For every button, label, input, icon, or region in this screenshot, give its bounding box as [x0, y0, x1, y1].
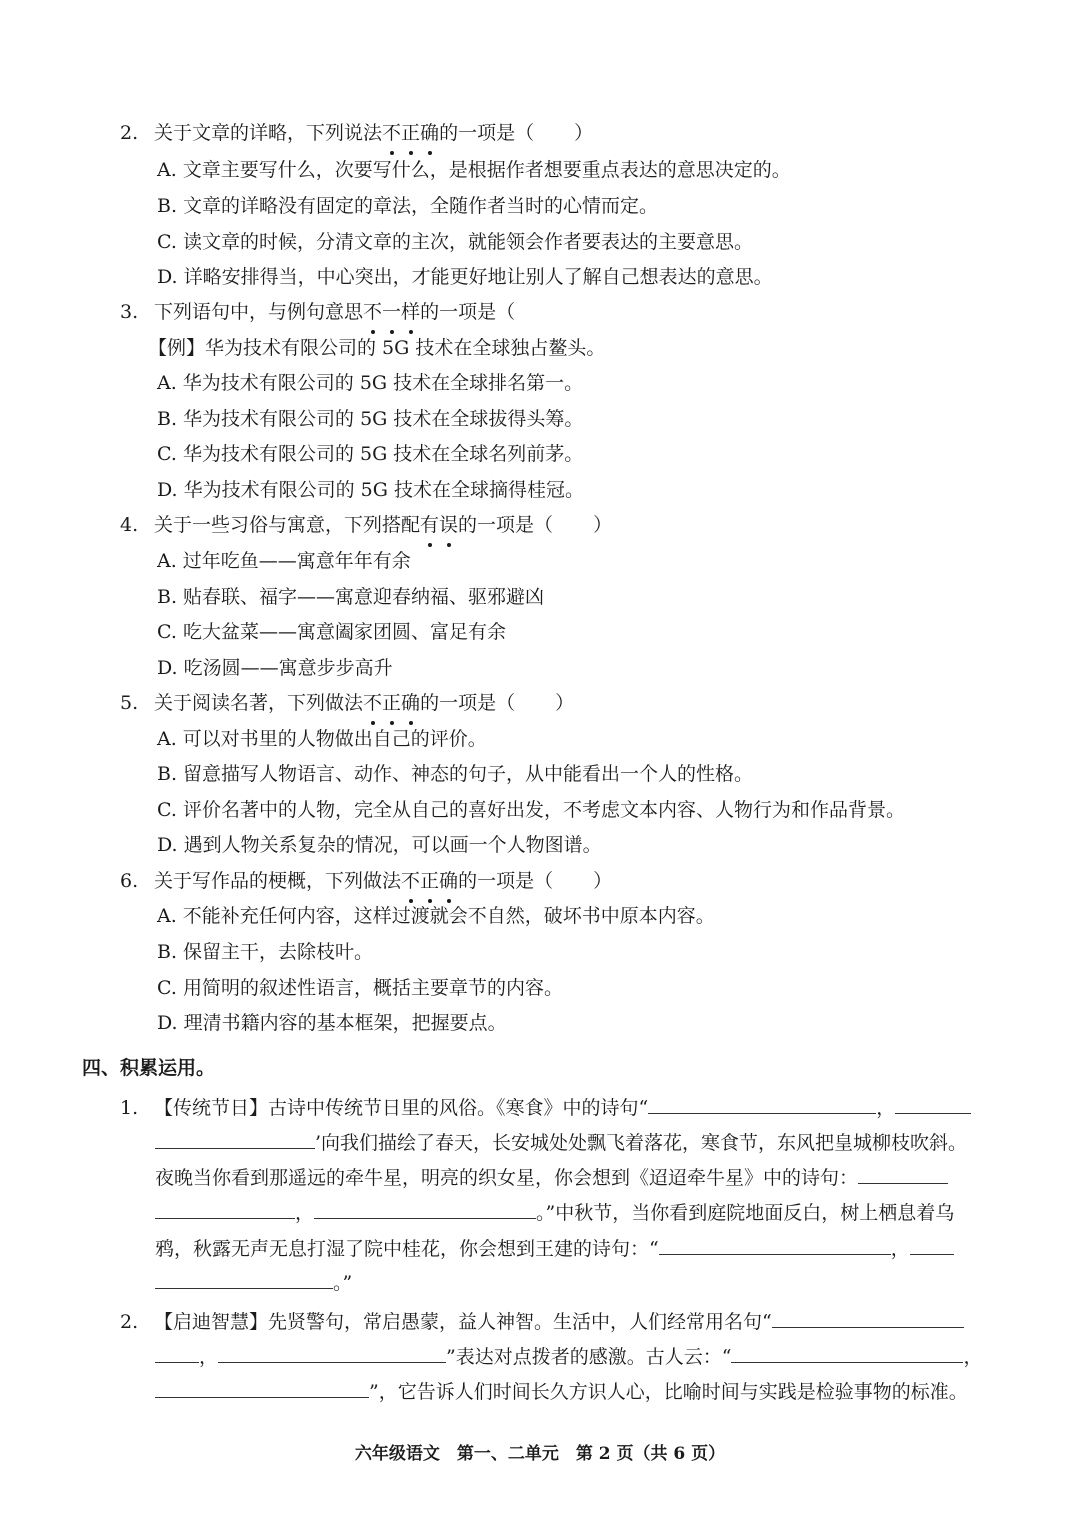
question-2-stem: 2. 关于文章的详略，下列说法不正确的一项是（ ）: [120, 122, 594, 144]
question-4-option-d: D. 吃汤圆——寓意步步高升: [157, 657, 393, 679]
question-6-option-c: C. 用简明的叙述性语言，概括主要章节的内容。: [157, 977, 563, 999]
question-5-option-a: A. 可以对书里的人物做出自己的评价。: [157, 728, 487, 750]
fill-item-2-line-2: ， ”表达对点拨者的感激。古人云：“ ，: [155, 1342, 982, 1368]
fill-item-1-line-5: 鸦，秋露无声无息打湿了院中桂花，你会想到王建的诗句：“ ，: [155, 1234, 954, 1260]
question-5-option-c: C. 评价名著中的人物，完全从自己的喜好出发，不考虑文本内容、人物行为和作品背景。: [157, 799, 905, 821]
emphasis-char: 一: [382, 301, 402, 323]
question-2-option-a: A. 文章主要写什么，次要写什么，是根据作者想要重点表达的意思决定的。: [157, 159, 791, 181]
question-3-option-a: A. 华为技术有限公司的 5G 技术在全球排名第一。: [157, 372, 584, 394]
question-3-option-b: B. 华为技术有限公司的 5G 技术在全球拔得头筹。: [157, 408, 584, 430]
answer-blank[interactable]: [155, 1268, 333, 1289]
emphasis-char: 不: [401, 870, 421, 892]
question-2-option-d: D. 详略安排得当，中心突出，才能更好地让别人了解自己想表达的意思。: [157, 266, 773, 288]
emphasis-char: 不: [382, 122, 402, 144]
answer-blank[interactable]: [731, 1342, 963, 1363]
question-4-option-b: B. 贴春联、福字——寓意迎春纳福、驱邪避凶: [157, 586, 545, 608]
fill-item-1-line-3: 夜晚当你看到那遥远的牵牛星，明亮的织女星，你会想到《迢迢牵牛星》中的诗句：: [155, 1163, 948, 1189]
fill-item-2-line-1: 2. 【启迪智慧】先贤警句，常启愚蒙，益人神智。生活中，人们经常用名句“: [120, 1307, 964, 1333]
answer-blank[interactable]: [895, 1093, 971, 1114]
answer-blank[interactable]: [659, 1234, 891, 1255]
question-2-option-b: B. 文章的详略没有固定的章法，全随作者当时的心情而定。: [157, 195, 659, 217]
question-5-stem: 5. 关于阅读名著，下列做法不正确的一项是（ ）: [120, 692, 575, 714]
question-number: 3.: [120, 301, 139, 323]
question-number: 2.: [120, 1311, 139, 1333]
question-4-stem: 4. 关于一些习俗与寓意，下列搭配有误的一项是（ ）: [120, 514, 613, 536]
answer-blank[interactable]: [314, 1198, 536, 1219]
question-4-option-a: A. 过年吃鱼——寓意年年有余: [157, 550, 411, 572]
answer-blank[interactable]: [155, 1377, 369, 1398]
fill-item-1-line-1: 1. 【传统节日】古诗中传统节日里的风俗。《寒食》中的诗句“ ，: [120, 1093, 971, 1119]
section-heading: 四、积累运用。: [82, 1057, 216, 1079]
answer-blank[interactable]: [858, 1163, 948, 1184]
fill-item-2-line-3: ”，它告诉人们时间长久方识人心，比喻时间与实践是检验事物的标准。: [155, 1377, 968, 1403]
emphasis-char: 确: [439, 870, 459, 892]
page-footer: 六年级语文 第一、二单元 第 2 页（共 6 页）: [354, 1444, 726, 1464]
emphasis-char: 正: [401, 122, 421, 144]
question-4-option-c: C. 吃大盆菜——寓意阖家团圆、富足有余: [157, 621, 506, 643]
emphasis-char: 误: [439, 514, 459, 536]
answer-blank[interactable]: [218, 1342, 446, 1363]
emphasis-char: 确: [420, 122, 440, 144]
question-number: 5.: [120, 692, 139, 714]
question-3-option-c: C. 华为技术有限公司的 5G 技术在全球名列前茅。: [157, 443, 584, 465]
question-3-option-d: D. 华为技术有限公司的 5G 技术在全球摘得桂冠。: [157, 479, 584, 501]
fill-item-1-line-2: ’向我们描绘了春天，长安城处处飘飞着落花，寒食节，东风把皇城柳枝吹斜。: [155, 1128, 967, 1154]
answer-blank[interactable]: [648, 1093, 876, 1114]
question-number: 4.: [120, 514, 139, 536]
fill-item-1-line-4: ， 。”中秋节，当你看到庭院地面反白，树上栖息着乌: [155, 1198, 954, 1224]
emphasis-char: 确: [401, 692, 421, 714]
question-6-stem: 6. 关于写作品的梗概，下列做法不正确的一项是（ ）: [120, 870, 613, 892]
question-6-option-b: B. 保留主干，去除枝叶。: [157, 941, 374, 963]
question-number: 1.: [120, 1097, 139, 1119]
emphasis-char: 不: [363, 692, 383, 714]
question-5-option-b: B. 留意描写人物语言、动作、神态的句子，从中能看出一个人的性格。: [157, 763, 754, 785]
answer-blank[interactable]: [910, 1234, 954, 1255]
answer-blank[interactable]: [772, 1307, 964, 1328]
question-6-option-d: D. 理清书籍内容的基本框架，把握要点。: [157, 1012, 507, 1034]
emphasis-char: 正: [382, 692, 402, 714]
emphasis-char: 样: [401, 301, 421, 323]
answer-blank[interactable]: [155, 1128, 315, 1149]
question-5-option-d: D. 遇到人物关系复杂的情况，可以画一个人物图谱。: [157, 834, 602, 856]
emphasis-char: 不: [363, 301, 383, 323]
emphasis-char: 正: [420, 870, 440, 892]
question-number: 2.: [120, 122, 139, 144]
question-2-option-c: C. 读文章的时候，分清文章的主次，就能领会作者要表达的主要意思。: [157, 231, 753, 253]
emphasis-char: 有: [420, 514, 440, 536]
question-3-example: 【例】华为技术有限公司的 5G 技术在全球独占鳌头。: [148, 337, 606, 359]
question-3-stem: 3. 下列语句中，与例句意思不一样的一项是（: [120, 301, 516, 323]
question-6-option-a: A. 不能补充任何内容，这样过渡就会不自然，破坏书中原本内容。: [157, 905, 715, 927]
answer-blank[interactable]: [155, 1342, 199, 1363]
question-number: 6.: [120, 870, 139, 892]
fill-item-1-line-6: 。”: [155, 1268, 352, 1294]
answer-blank[interactable]: [155, 1198, 295, 1219]
